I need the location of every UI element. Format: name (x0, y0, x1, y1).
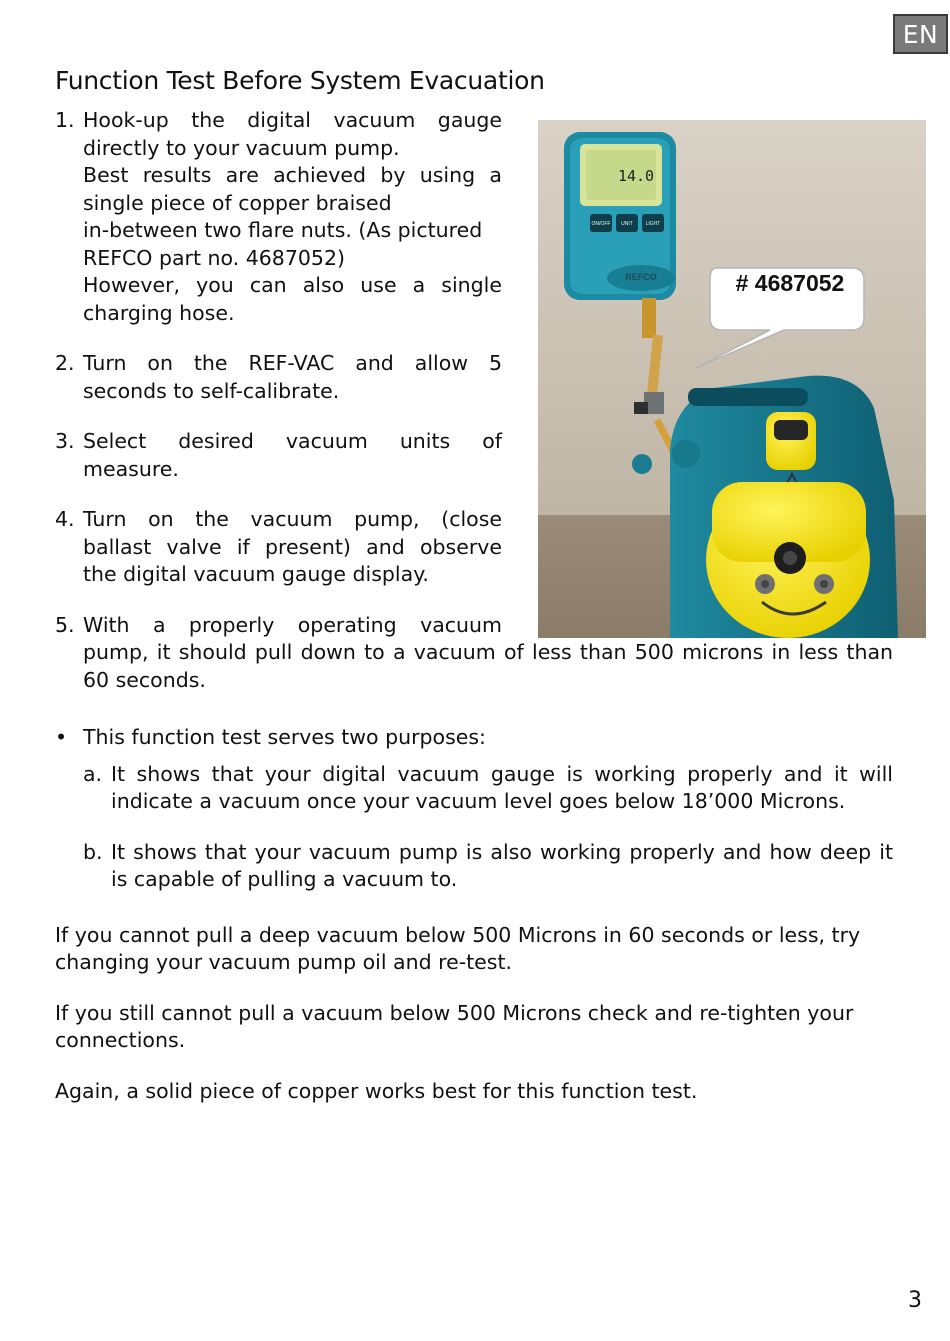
purposes-intro: This function test serves two purposes: (83, 725, 486, 749)
step-line: However, you can also use a single (83, 273, 502, 297)
purpose-letter: a. (83, 761, 103, 786)
page-number: 3 (908, 1288, 922, 1313)
gauge-button-label: ON/OFF (591, 221, 611, 227)
step-line: Turn on the REF-VAC and allow 5 (83, 351, 502, 375)
step-line: ballast valve if present) and observe (83, 534, 502, 559)
page-content (55, 107, 893, 1105)
step-number: 2. (55, 351, 75, 375)
step-line: in-between two flare nuts. (As pictured (83, 218, 483, 242)
gauge-brand-label: REFCO (625, 272, 657, 282)
step-line: the digital vacuum gauge display. (83, 562, 429, 586)
purposes-list (55, 724, 893, 894)
note-paragraph: If you still cannot pull a vacuum below 500 Microns check and re-tighten your connections. (55, 1000, 854, 1052)
step-number: 1. (55, 108, 75, 132)
step-line: single piece of copper braised (83, 190, 392, 215)
step-number: 4. (55, 507, 75, 531)
step-line: Select desired vacuum units of (83, 429, 502, 453)
purpose-text: It shows that your digital vacuum gauge is working properly and it will indicate a vacuum once your vacuum level goes below 18’000 Microns. (111, 761, 893, 813)
note-paragraph: Again, a solid piece of copper works best for this function test. (55, 1078, 698, 1103)
step-text: With a properly operating vacuum pump, it should pull down to a vacuum of less than 500 microns in less than 60 seconds. (83, 612, 893, 692)
language-badge: EN (893, 14, 948, 54)
bullet-icon: • (55, 725, 68, 749)
purpose-item-a (83, 761, 893, 816)
step-number: 5. (55, 612, 75, 637)
step-line: Best results are achieved by using a (83, 163, 502, 187)
purpose-item-b (83, 839, 893, 894)
step-line: measure. (83, 456, 179, 481)
step-line: directly to your vacuum pump. (83, 135, 400, 160)
page-title: Function Test Before System Evacuation (55, 66, 545, 95)
step-line: seconds to self-calibrate. (83, 378, 340, 403)
step-line: REFCO part no. 4687052) (83, 245, 346, 270)
part-number-callout: # 4687052 (735, 270, 845, 296)
step-2 (55, 350, 893, 405)
purpose-letter: b. (83, 839, 103, 864)
purpose-text: It shows that your vacuum pump is also working properly and how deep it is capable of pulling a vacuum to. (111, 839, 893, 891)
step-3 (55, 428, 893, 483)
note-paragraph: If you cannot pull a deep vacuum below 500 Microns in 60 seconds or less, try changing your vacuum pump oil and re-test. (55, 922, 861, 974)
step-1 (55, 107, 893, 327)
step-number: 3. (55, 429, 75, 453)
step-line: Turn on the vacuum pump, (close (83, 507, 502, 531)
step-4 (55, 506, 893, 589)
gauge-display-reading: 14.0 (617, 167, 655, 185)
gauge-button-label: UNIT (621, 221, 633, 227)
gauge-button-label: LIGHT (645, 221, 661, 227)
step-line: charging hose. (83, 300, 235, 325)
step-5 (55, 612, 893, 695)
step-line: Hook-up the digital vacuum gauge (83, 108, 502, 132)
